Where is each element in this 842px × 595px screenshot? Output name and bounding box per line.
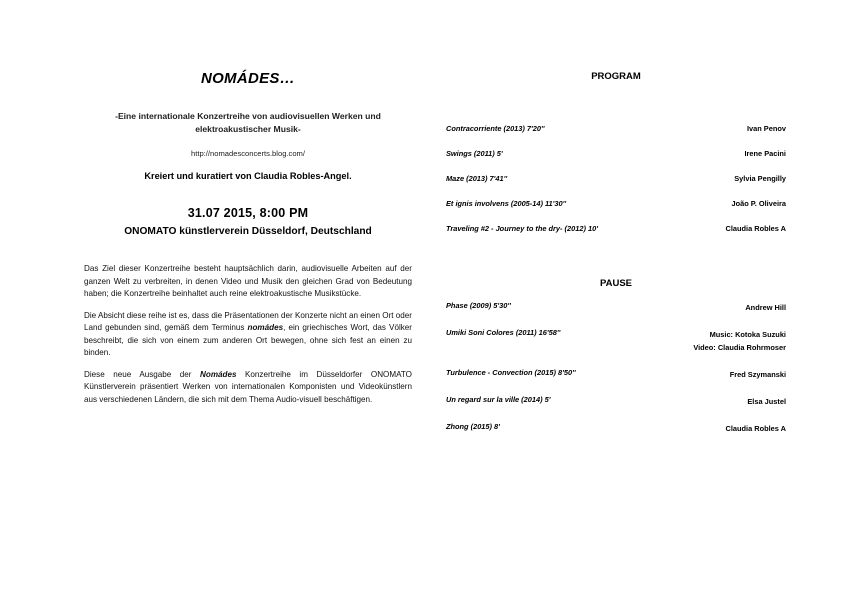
pause-work: Phase (2009) 5'30'' xyxy=(446,301,511,310)
program-work: Traveling #2 - Journey to the dry- (2012) 10' xyxy=(446,224,598,233)
pause-artist-line-1: Fred Szymanski xyxy=(729,370,786,379)
p2-text-b: , ein griechisches Wort, das Völker beschreibt, die sich von einem zum anderen Ort bewegen, ohne sich fest an einen zu binden. xyxy=(84,323,412,357)
event-date: 31.07 2015, 8:00 PM xyxy=(187,206,309,220)
pause-artist xyxy=(745,301,786,314)
program-artist: João P. Oliveira xyxy=(731,199,786,208)
event-venue: ONOMATO künstlerverein Düsseldorf, Deutschland xyxy=(124,226,372,237)
intro-column xyxy=(84,68,412,415)
pause-item xyxy=(446,395,786,408)
pause-work: Zhong (2015) 8' xyxy=(446,422,500,431)
pause-item xyxy=(446,368,786,381)
subtitle-line-1: -Eine internationale Konzertreihe von audiovisuellen Werken und xyxy=(115,111,381,121)
pause-artist xyxy=(693,328,786,354)
program-item xyxy=(446,174,786,199)
subtitle-line-2: elektroakustischer Musik- xyxy=(195,124,301,134)
description-paragraph-1: Das Ziel dieser Konzertreihe besteht hauptsächlich darin, audiovisuelle Arbeiten auf der ganzen Welt zu verbreiten, in denen Video und Musik den gleichen Grad von Bedeutung haben; die Konzertreihe beinhaltet auch reine elektroakustische Musikstücke. xyxy=(84,264,412,298)
description-text xyxy=(84,263,412,406)
pause-artist-line-1: Andrew Hill xyxy=(745,303,786,312)
p2-term: nomádes xyxy=(247,323,284,332)
program-column xyxy=(446,70,786,449)
description-paragraph-3 xyxy=(84,369,412,407)
program-item xyxy=(446,199,786,224)
pause-heading: PAUSE xyxy=(599,278,633,289)
program-list xyxy=(446,124,786,249)
pause-item xyxy=(446,422,786,435)
event-url: http://nomadesconcerts.blog.com/ xyxy=(191,149,305,158)
event-subtitle xyxy=(84,110,412,136)
curator-line: Kreiert und kuratiert von Claudia Robles-Angel. xyxy=(144,171,352,181)
program-item xyxy=(446,124,786,149)
pause-artist xyxy=(747,395,786,408)
pause-artist-line-1: Elsa Justel xyxy=(747,397,786,406)
description-paragraph-2 xyxy=(84,310,412,360)
program-heading: PROGRAM xyxy=(591,71,641,82)
pause-artist-line-2: Video: Claudia Rohrmoser xyxy=(693,343,786,352)
program-work: Et ignis involvens (2005-14) 11'30'' xyxy=(446,199,567,208)
p3-text-a: Diese neue Ausgabe der xyxy=(84,369,201,379)
program-work: Maze (2013) 7'41'' xyxy=(446,174,508,183)
program-work: Swings (2011) 5' xyxy=(446,149,503,158)
program-artist: Ivan Penov xyxy=(746,124,786,133)
pause-work: Un regard sur la ville (2014) 5' xyxy=(446,395,551,404)
program-item xyxy=(446,149,786,174)
pause-item xyxy=(446,328,786,354)
program-artist: Irene Pacini xyxy=(744,149,786,158)
pause-artist xyxy=(730,368,786,381)
event-title: NOMÁDES… xyxy=(200,70,296,87)
p2-text-a: Die Absicht diese reihe ist es, dass die Präsentationen der Konzerte nicht an einen Ort oder Land gebunden sind, gemäß dem Terminus xyxy=(84,310,412,332)
program-artist: Claudia Robles A xyxy=(725,224,786,233)
program-work: Contracorriente (2013) 7'20'' xyxy=(446,124,545,133)
pause-item xyxy=(446,301,786,314)
pause-work: Turbulence - Convection (2015) 8'50'' xyxy=(446,368,576,377)
pause-artist-line-1: Claudia Robles A xyxy=(725,424,786,433)
pause-artist-line-1: Music: Kotoka Suzuki xyxy=(709,330,786,339)
program-item xyxy=(446,224,786,249)
p3-text-b: Konzertreihe im Düsseldorfer ONOMATO Künstlerverein präsentiert Werken von internationalen Komponisten und Videokünstlern aus verschiedenen Ländern, die sich mit dem Thema Audio-visuell beschäftigen. xyxy=(84,369,412,404)
pause-list xyxy=(446,301,786,435)
pause-work: Umiki Soni Colores (2011) 16'58'' xyxy=(446,328,561,337)
p3-term: Nomádes xyxy=(200,369,237,379)
pause-artist xyxy=(725,422,786,435)
program-artist: Sylvia Pengilly xyxy=(734,174,786,183)
